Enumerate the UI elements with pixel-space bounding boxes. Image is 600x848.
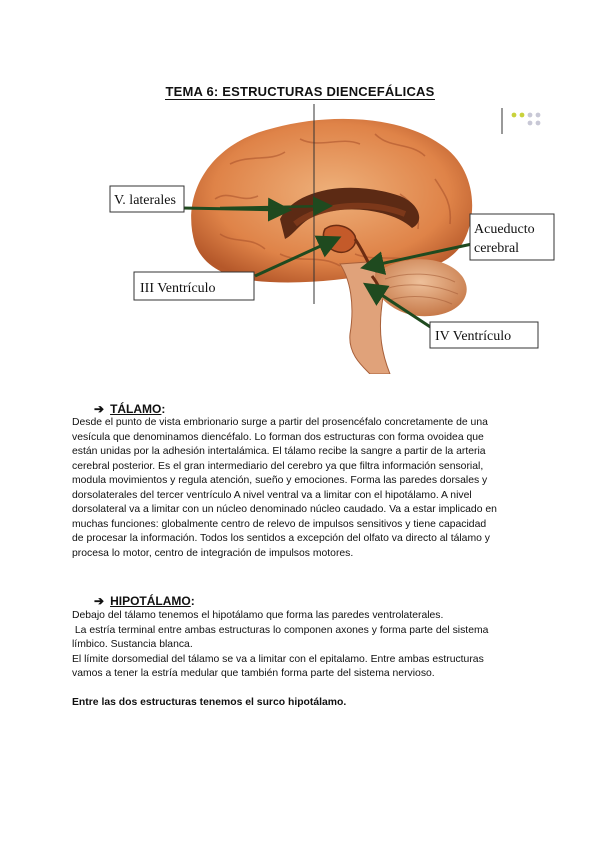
section-heading-talamo: ➔ TÁLAMO: [94,402,166,416]
label-v-laterales: V. laterales [114,193,176,208]
label-iv-ventriculo: IV Ventrículo [435,329,512,344]
talamo-paragraph: Desde el punto de vista embrionario surge a partir del prosencéfalo concretamente de una vesícula que denominamos diencéfalo. Lo forman dos estructuras con forma ovoidea que están unidas por la adhesión intertalámica. El tálamo recibe la sangre a partir de la arteria cerebral posterior. Es el gran intermediario del cerebro ya que filtra información sensorial, modula movimientos y regula atención, sueño y emociones. Forma las paredes dorsales y dorsolaterales del tercer ventrículo A nivel ventral va a limitar con el hipotálamo. A nivel dorsolateral va a limitar con un núcleo denominado núcleo caudado. Va a estar implicado en muchas funciones: globalmente centro de relevo de impulsos sensitivos y tiene capacidad de procesar la información. Todos los sentidos a excepción del olfato va directo al tálamo y procesa lo motor, centro de integración de impulsos motores. [72,417,497,559]
arrow-bullet-icon: ➔ [94,402,105,416]
brain-figure [100,104,560,374]
label-acueducto: Acueducto [474,222,535,237]
page-title: TEMA 6: ESTRUCTURAS DIENCEFÁLICAS [165,84,435,99]
label-cerebral: cerebral [474,241,520,256]
hipotalamo-paragraph: Debajo del tálamo tenemos el hipotálamo que forma las paredes ventrolaterales. La estría terminal entre ambas estructuras lo componen axones y forma parte del sistema límbico. Sustancia blanca. El límite dorsomedial del tálamo se va a limitar con el epitalamo. Entre ambas estructuras vamos a tener la estría medular que también forma parte del sistema nervioso. [72,610,489,679]
arrow-bullet-icon: ➔ [94,594,105,608]
section-heading-hipotalamo: ➔ HIPOTÁLAMO: [94,594,195,608]
closing-note: Entre las dos estructuras tenemos el surco hipotálamo. [72,697,347,708]
label-iii-ventriculo: III Ventrículo [140,281,216,296]
